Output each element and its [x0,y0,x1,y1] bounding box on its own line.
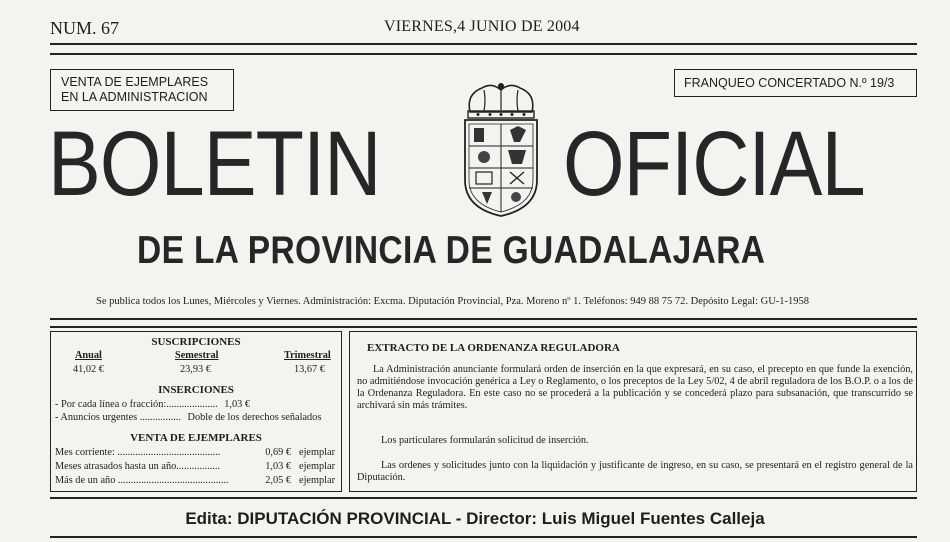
insertion-line-label: - Por cada línea o fracción:.................... [55,399,218,410]
sales-label: Mes corriente: ........................................ [55,447,221,458]
insertions-title: INSERCIONES [158,384,234,396]
sales-unit: ejemplar [299,461,336,472]
top-rule-2 [50,53,917,55]
prices-panel [50,331,342,492]
sales-price: 1,03 € [265,461,291,472]
sales-notice-box [50,69,234,111]
price-trimestral: 13,67 € [294,364,325,375]
insertion-line-value: 1,03 € [224,399,251,410]
insertion-row-urgent [55,412,321,423]
price-semestral: 23,93 € [180,364,211,375]
issue-number: NUM. 67 [50,18,120,38]
postage-text: FRANQUEO CONCERTADO N.º 19/3 [684,76,895,90]
bottom-rule-1 [50,497,917,499]
postage-box [674,69,917,97]
sales-row [55,475,335,486]
col-trimestral-header: Trimestral [284,350,331,361]
sales-price: 2,05 € [265,475,291,486]
extract-paragraph-2: Los particulares formularán solicitud de inserción. [381,435,589,446]
sales-row [55,447,335,458]
extract-title: EXTRACTO DE LA ORDENANZA REGULADORA [367,342,620,354]
sales-label: Más de un año ........................................... [55,475,229,486]
masthead-word-boletin: BOLETIN [48,113,381,215]
col-semestral-header: Semestral [175,350,219,361]
masthead-subtitle: DE LA PROVINCIA DE GUADALAJARA [137,229,766,272]
col-anual-header: Anual [75,350,102,361]
masthead-word-oficial: OFICIAL [563,113,865,215]
sales-row [55,461,335,472]
top-rule-1 [50,43,917,45]
price-anual: 41,02 € [73,364,104,375]
subscriptions-title: SUSCRIPCIONES [151,336,241,348]
insertion-urgent-value: Doble de los derechos señalados [187,412,322,423]
bottom-rule-2 [50,536,917,538]
sales-notice-line1: VENTA DE EJEMPLARES [61,75,209,89]
insertion-row-line [55,399,250,410]
insertion-urgent-label: - Anuncios urgentes ................ [55,412,181,423]
sales-price: 0,69 € [265,447,291,458]
extract-paragraph-3: Las ordenes y solicitudes junto con la liquidación y justificante de ingreso, en su caso, se presentará en el registro general de la Diputación. [357,460,913,483]
publication-info: Se publica todos los Lunes, Miércoles y Viernes. Administración: Excma. Diputación Provincial, Pza. Moreno nº 1. Teléfonos: 949 88 75 72. Depósito Legal: GU-1-1958 [96,296,810,307]
ordinance-extract-panel [349,331,917,492]
sales-unit: ejemplar [299,475,336,486]
sales-unit: ejemplar [299,447,336,458]
sales-title: VENTA DE EJEMPLARES [130,432,262,444]
mid-rule-1 [50,318,917,320]
extract-paragraph-1: La Administración anunciante formulará orden de inserción en la que expresará, en su caso, el precepto en que funde la exención, no admitiéndose invocación genérica a Ley o Reglamento, o los preceptos de la Ley 5/02, 4 de abril reguladora de los B.O.P. o a los de la Ordenanza Reguladora. En este caso no se procederá a la publicación y se concederá plazo para subsanación, que transcurrido se archivará sin más trámites. [357,364,913,411]
editor-line: Edita: DIPUTACIÓN PROVINCIAL - Director: Luis Miguel Fuentes Calleja [185,509,765,528]
coat-of-arms-icon [460,80,542,218]
sales-label: Meses atrasados hasta un año................. [55,461,221,472]
issue-date: VIERNES,4 JUNIO DE 2004 [384,18,580,35]
mid-rule-2 [50,326,917,328]
sales-notice-line2: EN LA ADMINISTRACION [61,90,208,104]
